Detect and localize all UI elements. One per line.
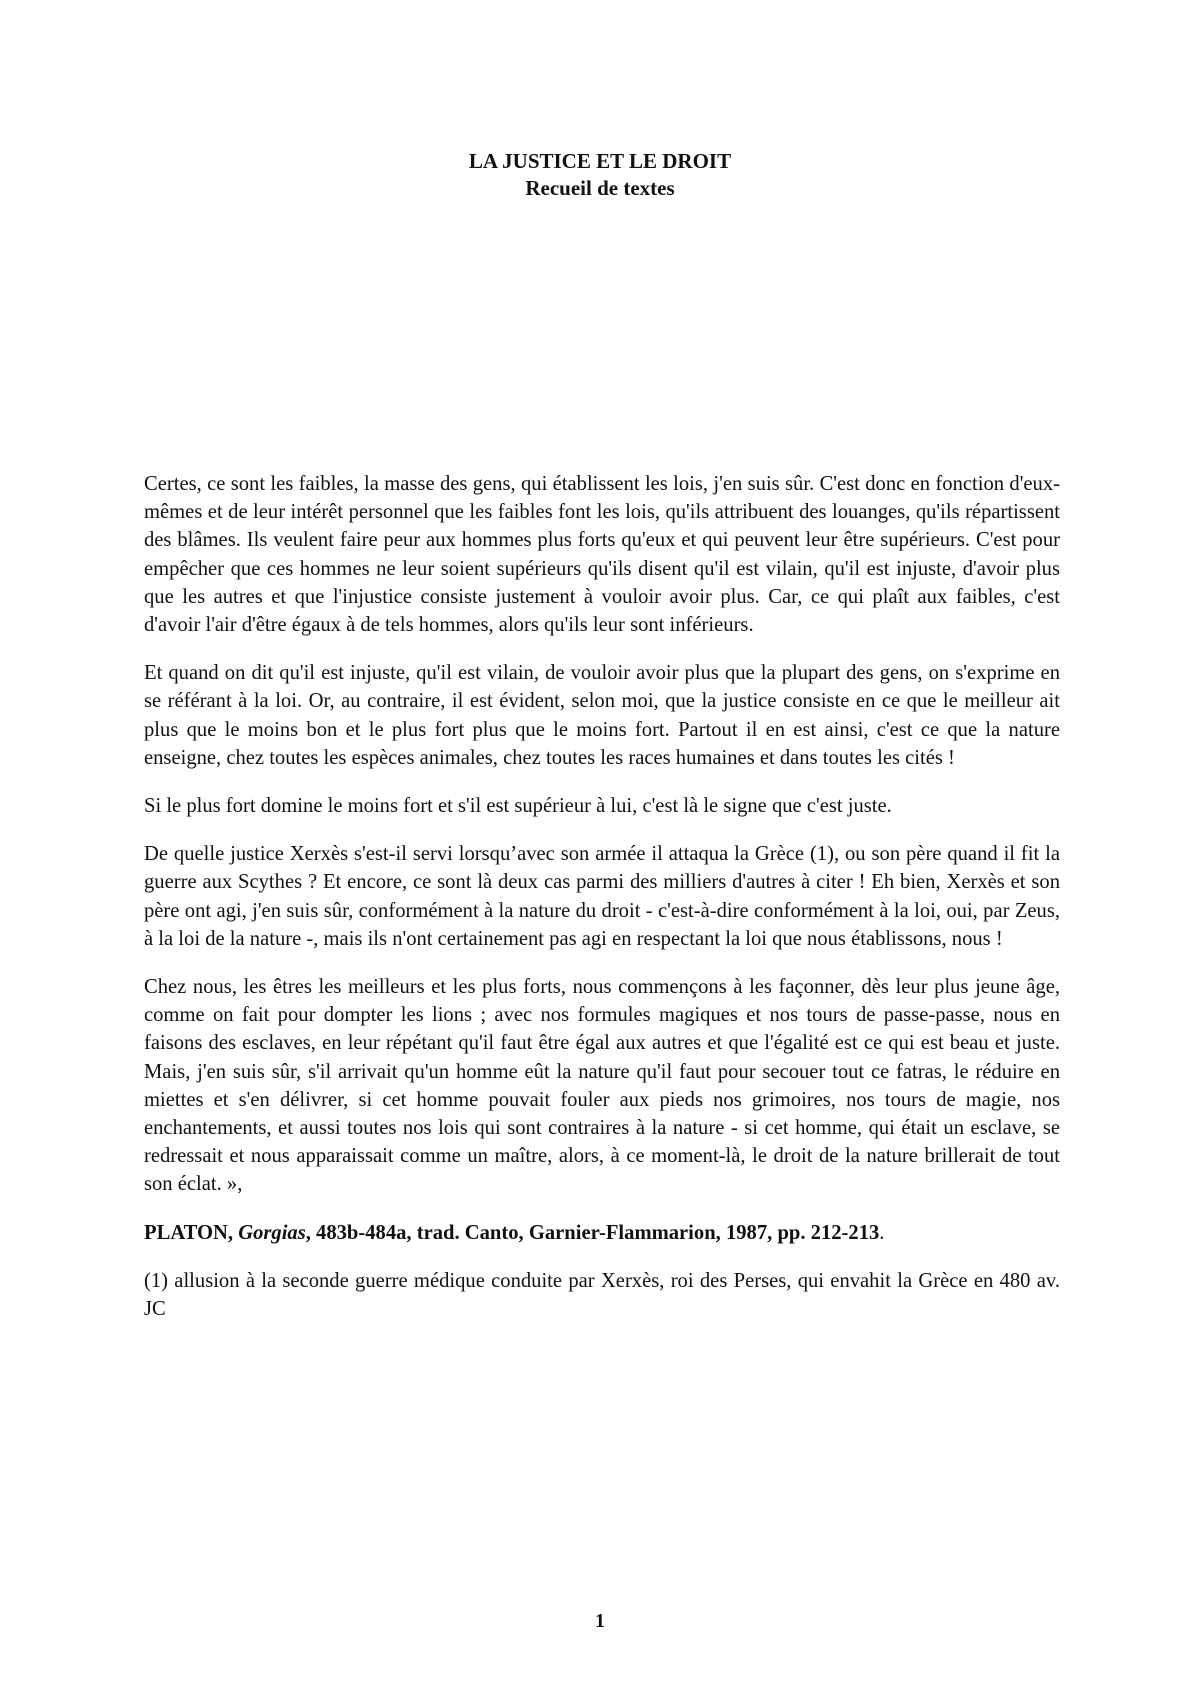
citation-work: Gorgias [238,1221,306,1244]
document-body [144,470,1060,1343]
document-heading [0,148,1200,202]
paragraph-1: Certes, ce sont les faibles, la masse des gens, qui établissent les lois, j'en suis sûr. C'est donc en fonction d'eux-mêmes et de leur intérêt personnel que les faibles font les lois, qu'ils attribuent des louanges, qu'ils répartissent des blâmes. Ils veulent faire peur aux hommes plus forts qu'eux et qui peuvent leur être supérieurs. C'est pour empêcher que ces hommes ne leur soient supérieurs qu'ils disent qu'il est vilain, qu'il est injuste, d'avoir plus que les autres et que l'injustice consiste justement à vouloir avoir plus. Car, ce qui plaît aux faibles, c'est d'avoir l'air d'être égaux à de tels hommes, alors qu'ils leur sont inférieurs. [144,473,1060,637]
page-number: 1 [595,1610,605,1632]
source-citation [144,1219,1060,1247]
document-subtitle: Recueil de textes [525,176,675,200]
paragraph-5: Chez nous, les êtres les meilleurs et les plus forts, nous commençons à les façonner, dès leur plus jeune âge, comme on fait pour dompter les lions ; avec nos formules magiques et nos tours de passe-passe, nous en faisons des esclaves, en leur répétant qu'il faut être égal aux autres et que l'égalité est ce qui est beau et juste. Mais, j'en suis sûr, s'il arrivait qu'un homme eût la nature qu'il faut pour secouer tout ce fatras, le réduire en miettes et s'en délivrer, si cet homme pouvait fouler aux pieds nos grimoires, nos tours de magie, nos enchantements, et aussi toutes nos lois qui sont contraires à la nature - si cet homme, qui était un esclave, se redressait et nous apparaissait comme un maître, alors, à ce moment-là, le droit de la nature brillerait de tout son éclat. », [144,976,1060,1196]
citation-end: . [879,1221,885,1244]
citation-author: PLATON, [144,1221,239,1244]
paragraph-4: De quelle justice Xerxès s'est-il servi lorsqu’avec son armée il attaqua la Grèce (1), ou son père quand il fit la guerre aux Scythes ? Et encore, ce sont là deux cas parmi des milliers d'autres à citer ! Eh bien, Xerxès et son père ont agi, j'en suis sûr, conformément à la nature du droit - c'est-à-dire conformément à la loi, oui, par Zeus, à la loi de la nature -, mais ils n'ont certainement pas agi en respectant la loi que nous établissons, nous ! [144,843,1060,950]
footnote: (1) allusion à la seconde guerre médique conduite par Xerxès, roi des Perses, qui envahit la Grèce en 480 av. JC [144,1269,1060,1321]
paragraph-3: Si le plus fort domine le moins fort et s'il est supérieur à lui, c'est là le signe que c'est juste. [144,795,892,818]
citation-details: , 483b-484a, trad. Canto, Garnier-Flammarion, 1987, pp. 212-213 [305,1221,880,1244]
document-title: LA JUSTICE ET LE DROIT [468,149,732,173]
paragraph-2: Et quand on dit qu'il est injuste, qu'il est vilain, de vouloir avoir plus que la plupart des gens, on s'exprime en se référant à la loi. Or, au contraire, il est évident, selon moi, que la justice consiste en ce que le meilleur ait plus que le moins bon et le plus fort plus que le moins fort. Partout il en est ainsi, c'est ce que la nature enseigne, chez toutes les espèces animales, chez toutes les races humaines et dans toutes les cités ! [144,662,1060,769]
